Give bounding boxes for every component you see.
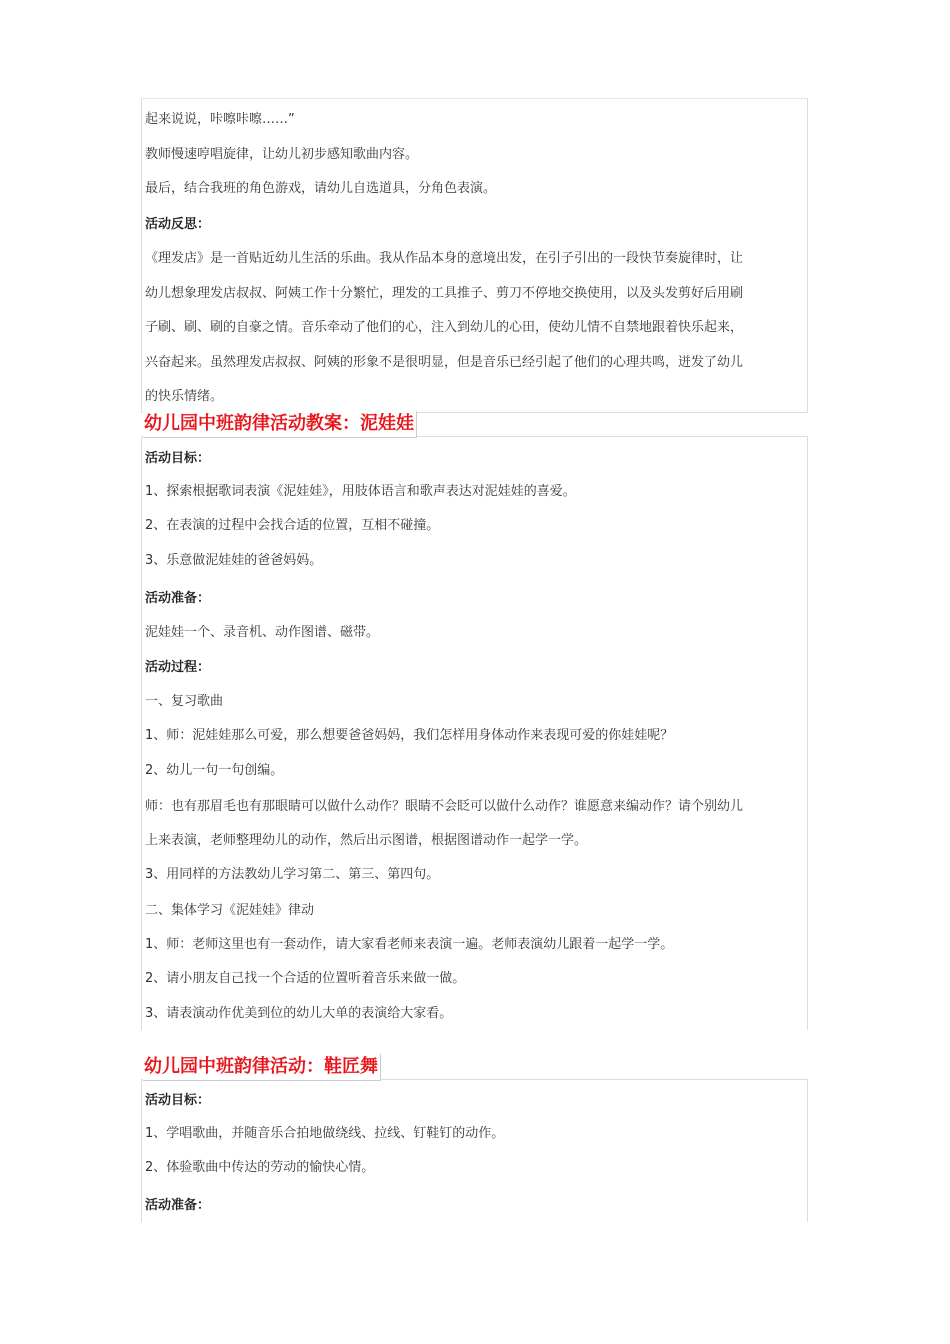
- section-title-niwawa: 幼儿园中班韵律活动教案：泥娃娃: [143, 411, 417, 438]
- text-line: 教师慢速哼唱旋律，让幼儿初步感知歌曲内容。: [145, 147, 419, 162]
- process-line: 2、幼儿一句一句创编。: [145, 763, 284, 778]
- prep-text: 泥娃娃一个、录音机、动作图谱、磁带。: [145, 625, 380, 640]
- process-line: 3、请表演动作优美到位的幼儿大单的表演给大家看。: [145, 1006, 453, 1021]
- goal-item: 3、乐意做泥娃娃的爸爸妈妈。: [145, 553, 323, 568]
- process-line: 1、师：老师这里也有一套动作，请大家看老师来表演一遍。老师表演幼儿跟着一起学一学。: [145, 937, 674, 952]
- section-title-xiejiang: 幼儿园中班韵律活动：鞋匠舞: [143, 1054, 381, 1081]
- text-line: 最后，结合我班的角色游戏，请幼儿自选道具，分角色表演。: [145, 181, 497, 196]
- process-heading: 活动过程：: [145, 660, 211, 675]
- text-line: 起来说说，咔嚓咔嚓……”: [145, 112, 295, 127]
- reflection-line: 的快乐情绪。: [145, 389, 224, 404]
- process-line: 1、师：泥娃娃那么可爱，那么想要爸爸妈妈，我们怎样用身体动作来表现可爱的你娃娃呢？: [145, 728, 674, 743]
- prep-heading: 活动准备：: [145, 1198, 211, 1213]
- goal-item: 1、探索根据歌词表演《泥娃娃》，用肢体语言和歌声表达对泥娃娃的喜爱。: [145, 484, 576, 499]
- process-line: 师：也有那眉毛也有那眼睛可以做什么动作？眼睛不会眨可以做什么动作？谁愿意来编动作？请个别幼儿: [145, 799, 744, 814]
- process-line: 一、复习歌曲: [145, 694, 224, 709]
- goals-heading: 活动目标：: [145, 1093, 211, 1108]
- reflection-line: 子刷、刷、刷的自豪之情。音乐牵动了他们的心，注入到幼儿的心田，使幼儿情不自禁地跟着快乐起来，: [145, 320, 744, 335]
- process-line: 二、集体学习《泥娃娃》律动: [145, 903, 315, 918]
- process-line: 2、请小朋友自己找一个合适的位置听着音乐来做一做。: [145, 971, 466, 986]
- goal-item: 2、在表演的过程中会找合适的位置，互相不碰撞。: [145, 518, 440, 533]
- prep-heading: 活动准备：: [145, 591, 211, 606]
- reflection-line: 《理发店》是一首贴近幼儿生活的乐曲。我从作品本身的意境出发，在引子引出的一段快节奏旋律时，让: [145, 251, 744, 266]
- goal-item: 1、学唱歌曲，并随音乐合拍地做绕线、拉线、钉鞋钉的动作。: [145, 1126, 505, 1141]
- process-line: 3、用同样的方法教幼儿学习第二、第三、第四句。: [145, 867, 440, 882]
- goals-heading: 活动目标：: [145, 451, 211, 466]
- goal-item: 2、体验歌曲中传达的劳动的愉快心情。: [145, 1160, 375, 1175]
- process-line: 上来表演，老师整理幼儿的动作，然后出示图谱，根据图谱动作一起学一学。: [145, 833, 588, 848]
- reflection-line: 兴奋起来。虽然理发店叔叔、阿姨的形象不是很明显，但是音乐已经引起了他们的心理共鸣，迸发了幼儿: [145, 355, 744, 370]
- reflection-line: 幼儿想象理发店叔叔、阿姨工作十分繁忙，理发的工具推子、剪刀不停地交换使用，以及头发剪好后用刷: [145, 286, 744, 301]
- reflection-heading: 活动反思：: [145, 217, 211, 232]
